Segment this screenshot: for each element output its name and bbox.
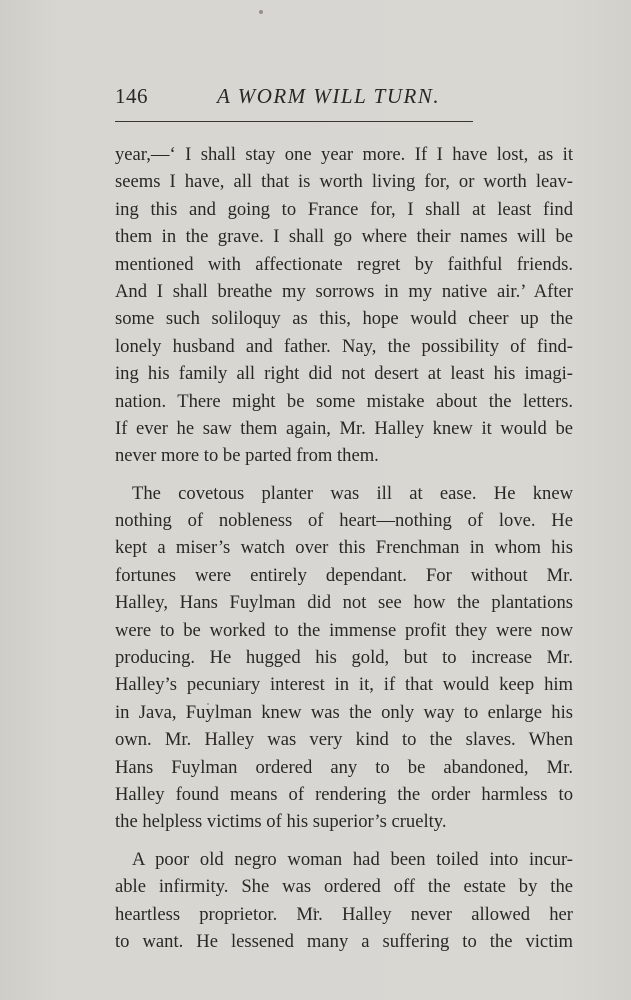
text-line: the helpless victims of his superior’s cruelty. <box>115 811 447 833</box>
text-line: them in the grave. I shall go where their names will be <box>115 226 573 248</box>
ink-spot <box>259 10 263 14</box>
text-line: kept a miser’s watch over this Frenchman in whom his <box>115 537 573 559</box>
page-header <box>115 84 473 114</box>
text-line: mentioned with affectionate regret by faithful friends. <box>115 253 573 275</box>
text-line: The covetous planter was ill at ease. He knew <box>132 482 573 504</box>
text-line: ing his family all right did not desert at least his imagi- <box>115 363 573 385</box>
text-line: never more to be parted from them. <box>115 445 379 467</box>
text-line: were to be worked to the immense profit they were now <box>115 619 573 641</box>
header-rule <box>115 121 473 122</box>
text-line: seems I have, all that is worth living for, or worth leav- <box>115 171 573 193</box>
body-text <box>115 141 573 955</box>
text-line: Hans Fuylman ordered any to be abandoned, Mr. <box>115 756 573 778</box>
text-line: If ever he saw them again, Mr. Halley knew it would be <box>115 417 573 439</box>
text-line: Halley, Hans Fuylman did not see how the plantations <box>115 592 573 614</box>
text-line: lonely husband and father. Nay, the possibility of find- <box>115 335 573 357</box>
text-line: heartless proprietor. Mr. Halley never allowed her <box>115 903 573 925</box>
page-number: 146 <box>115 84 148 108</box>
text-line: ing this and going to France for, I shall at least find <box>115 198 573 220</box>
text-line: in Java, Fuylman knew was the only way to enlarge his <box>115 701 573 723</box>
running-title: A WORM WILL TURN. <box>217 84 441 108</box>
text-line: Halley’s pecuniary interest in it, if that would keep him <box>115 674 573 696</box>
text-line: year,—‘ I shall stay one year more. If I have lost, as it <box>115 144 573 165</box>
text-line: fortunes were entirely dependant. For without Mr. <box>115 564 573 586</box>
text-line: some such soliloquy as this, hope would cheer up the <box>115 308 573 330</box>
text-line: to want. He lessened many a suffering to the victim <box>115 930 573 952</box>
paragraph <box>115 480 573 836</box>
text-line: A poor old negro woman had been toiled into incur- <box>132 848 573 870</box>
text-line: And I shall breathe my sorrows in my native air.’ After <box>115 280 573 302</box>
paragraph <box>115 846 573 956</box>
text-line: own. Mr. Halley was very kind to the slaves. When <box>115 729 573 751</box>
text-line: able infirmity. She was ordered off the estate by the <box>115 876 573 898</box>
text-line: producing. He hugged his gold, but to increase Mr. <box>115 647 573 669</box>
text-line: Halley found means of rendering the order harmless to <box>115 783 573 805</box>
text-line: nothing of nobleness of heart—nothing of love. He <box>115 510 573 532</box>
text-line: nation. There might be some mistake about the letters. <box>115 390 573 412</box>
paragraph <box>115 141 573 470</box>
